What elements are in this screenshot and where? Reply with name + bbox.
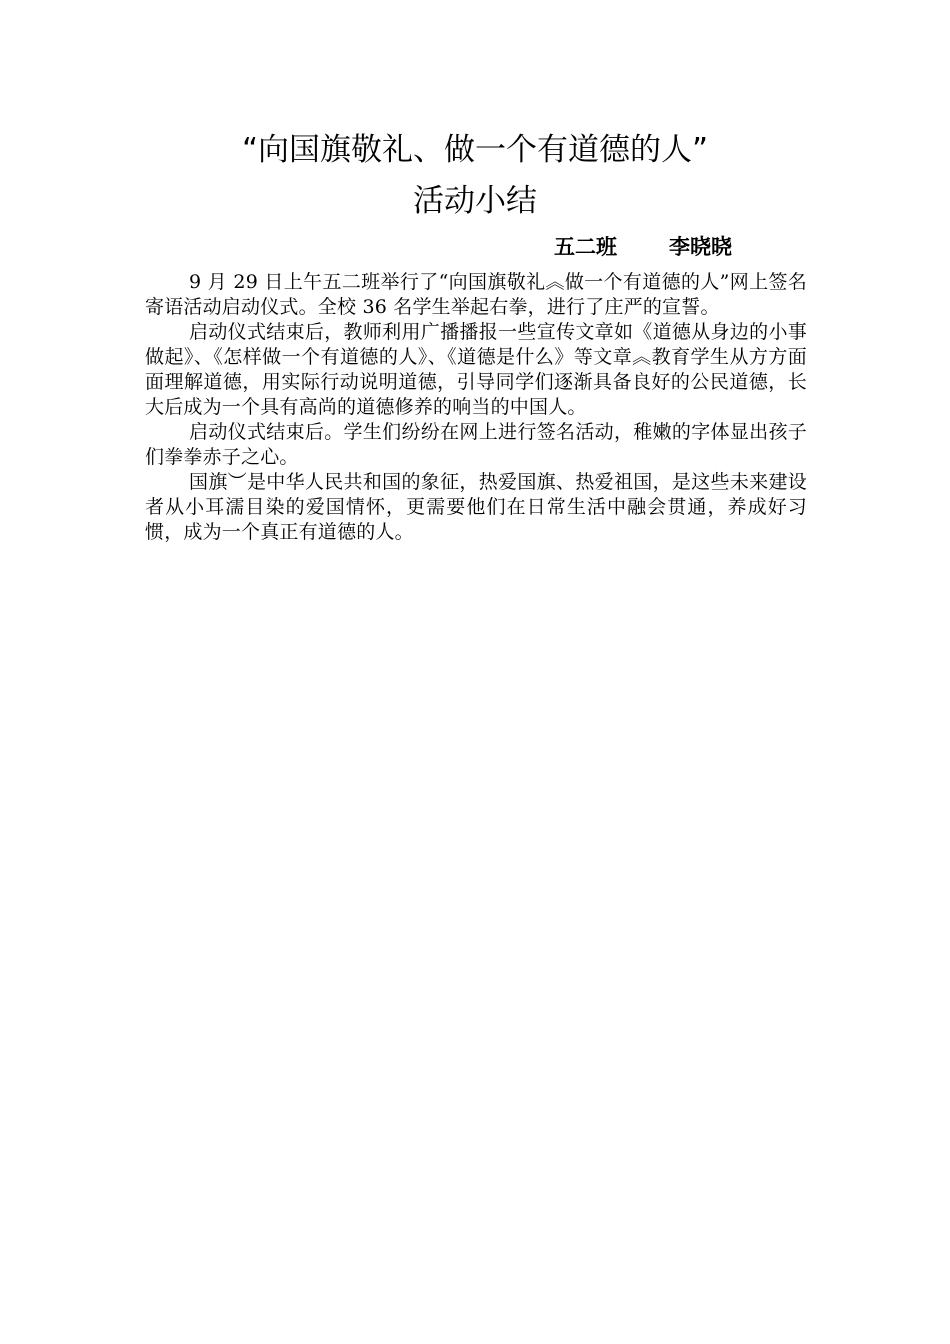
body-text	[145, 270, 807, 545]
paragraph-1: 9 月 29 日上午五二班举行了“向国旗敬礼︽做一个有道德的人”网上签名寄语活动启动仪式。全校 36 名学生举起右拳，进行了庄严的宣誓。	[145, 271, 807, 318]
author-name: 李晓晓	[669, 234, 732, 259]
class-name: 五二班	[554, 234, 617, 259]
document-title: “向国旗敬礼、做一个有道德的人”	[241, 132, 709, 168]
byline	[554, 232, 732, 262]
paragraph-4: 国旗︶是中华人民共和国的象征，热爱国旗、热爱祖国，是这些未来建设者从小耳濡目染的爱国情怀，更需要他们在日常生活中融会贯通，养成好习惯，成为一个真正有道德的人。	[145, 471, 807, 543]
document-subtitle: 活动小结	[413, 183, 537, 219]
paragraph-3: 启动仪式结束后。学生们纷纷在网上进行签名活动，稚嫩的字体显出孩子们拳拳赤子之心。	[145, 421, 807, 468]
paragraph-2: 启动仪式结束后，教师利用广播播报一些宣传文章如《道德从身边的小事做起》、《怎样做一个有道德的人》、《道德是什么》等文章︽教育学生从方方面面理解道德，用实际行动说明道德，引导同学们逐渐具备良好的公民道德，长大后成为一个具有高尚的道德修养的响当的中国人。	[145, 321, 807, 418]
